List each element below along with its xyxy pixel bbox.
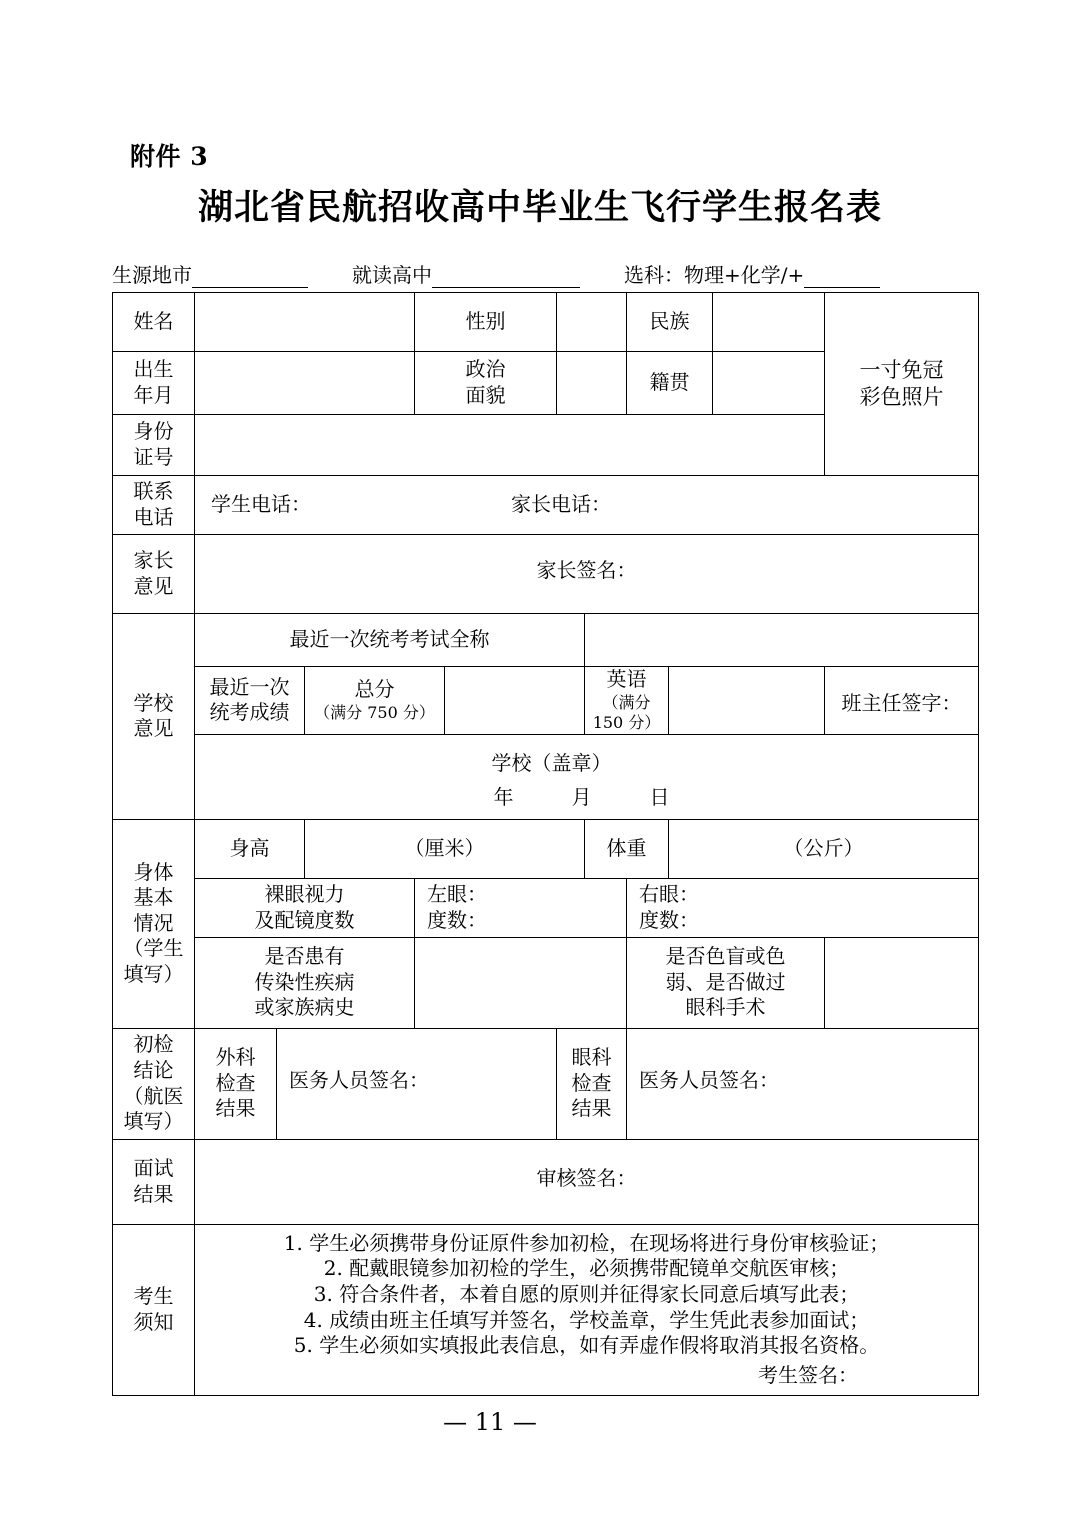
- initial-check-label-line4: 填写）: [123, 1109, 184, 1134]
- naked-vision-label-line1: 裸眼视力: [264, 881, 345, 906]
- right-eye-degree-label: 度数：: [639, 907, 700, 932]
- parent-opinion-label-line1: 家长: [133, 548, 174, 573]
- school-seal-label: 学校（盖章）: [491, 751, 612, 776]
- ophthalmology-check-label: [557, 1028, 627, 1139]
- body-basic-label: [113, 819, 195, 1028]
- right-eye-label: 右眼：: [639, 881, 700, 906]
- subject-choice-blank[interactable]: [804, 267, 880, 288]
- fill-in-header-row: [112, 256, 978, 288]
- disease-history-label-line1: 是否患有: [264, 944, 345, 969]
- page-number: — 11 —: [443, 1408, 537, 1436]
- initial-check-label-line3: （航医: [123, 1083, 184, 1108]
- right-eye-cell[interactable]: [627, 878, 979, 937]
- native-place-label: 籍贯: [627, 352, 713, 415]
- colorblind-label-line1: 是否色盲或色: [665, 944, 786, 969]
- birth-date-label-line2: 年月: [133, 383, 174, 407]
- candidate-notice-label: [113, 1224, 195, 1395]
- ophthalmology-check-label-line3: 结果: [571, 1096, 612, 1121]
- document-title: 湖北省民航招收高中毕业生飞行学生报名表: [197, 187, 882, 228]
- contact-phone-label-line2: 电话: [133, 505, 174, 529]
- parent-opinion-label: [113, 535, 195, 614]
- date-month-label: 月: [571, 784, 592, 809]
- table-row-initial-check: [113, 1028, 979, 1139]
- political-status-input[interactable]: [557, 352, 627, 415]
- ophthalmology-check-label-line1: 眼科: [571, 1045, 612, 1070]
- surgery-check-label-line1: 外科: [215, 1045, 256, 1070]
- ophthalmology-medic-signature-label: 医务人员签名：: [639, 1067, 780, 1092]
- id-number-label-line1: 身份: [133, 419, 174, 444]
- total-score-label-line1: 总分: [354, 677, 395, 702]
- class-teacher-signature-label: 班主任签字：: [841, 691, 962, 716]
- photo-line-1: 一寸免冠: [859, 358, 944, 383]
- table-row-vision: [113, 878, 979, 937]
- recent-exam-score-label-line1: 最近一次: [209, 674, 290, 699]
- body-basic-label-line4: （学生: [123, 936, 184, 961]
- school-seal-date[interactable]: [494, 777, 680, 811]
- table-row-interview-result: [113, 1139, 979, 1224]
- weight-unit-label: （公斤）: [783, 835, 864, 860]
- colorblind-label-line3: 眼科手术: [685, 995, 766, 1020]
- height-input[interactable]: [305, 819, 585, 878]
- school-opinion-label-line2: 意见: [133, 716, 174, 741]
- body-basic-label-line2: 基本: [133, 885, 174, 910]
- contact-phone-label-line1: 联系: [133, 479, 174, 504]
- date-day-label: 日: [649, 784, 670, 809]
- school-seal-cell[interactable]: [195, 734, 979, 819]
- surgery-check-label: [195, 1028, 277, 1139]
- interview-result-label: [113, 1139, 195, 1224]
- naked-vision-label-line2: 及配镜度数: [254, 907, 355, 932]
- weight-label: 体重: [585, 819, 669, 878]
- origin-city-blank[interactable]: [192, 267, 308, 288]
- interview-result-label-line1: 面试: [133, 1155, 174, 1180]
- photo-placeholder[interactable]: [825, 293, 979, 476]
- total-score-label-line2: （满分 750 分）: [314, 702, 435, 722]
- height-unit-label: （厘米）: [404, 835, 485, 860]
- table-row-name: [113, 293, 979, 352]
- surgery-medic-signature-label: 医务人员签名：: [289, 1067, 429, 1092]
- parent-signature-label: 家长签名：: [536, 558, 637, 583]
- colorblind-label: [627, 937, 825, 1028]
- exam-fullname-label: 最近一次统考考试全称: [195, 614, 585, 667]
- body-basic-label-line1: 身体: [133, 859, 174, 884]
- id-number-input[interactable]: [195, 415, 825, 476]
- notice-item: 4. 成绩由班主任填写并签名，学校盖章，学生凭此表参加面试；: [303, 1307, 870, 1332]
- surgery-check-cell[interactable]: [277, 1028, 557, 1139]
- notice-item: 3. 符合条件者，本着自愿的原则并征得家长同意后填写此表；: [313, 1281, 860, 1306]
- photo-line-2: 彩色照片: [859, 385, 944, 409]
- political-status-label: [415, 352, 557, 415]
- recent-exam-score-label-line2: 统考成绩: [209, 700, 290, 725]
- english-score-label: [585, 667, 669, 735]
- id-number-label-line2: 证号: [133, 445, 174, 469]
- high-school-blank[interactable]: [432, 267, 580, 288]
- name-input[interactable]: [195, 293, 415, 352]
- recent-exam-score-label: [195, 667, 305, 735]
- english-score-label-line2: （满分 150 分）: [592, 692, 661, 733]
- parent-phone-label: 家长电话：: [511, 492, 611, 517]
- student-phone-label: 学生电话：: [211, 492, 311, 517]
- birth-date-label-line1: 出生: [133, 357, 174, 382]
- class-teacher-signature-cell[interactable]: [825, 667, 979, 735]
- birth-date-input[interactable]: [195, 352, 415, 415]
- birth-date-label: [113, 352, 195, 415]
- political-status-label-line1: 政治: [465, 357, 506, 382]
- table-row-scores: [113, 667, 979, 735]
- native-place-input[interactable]: [713, 352, 825, 415]
- notice-item: 5. 学生必须如实填报此表信息，如有弄虚作假将取消其报名资格。: [293, 1333, 880, 1358]
- parent-opinion-label-line2: 意见: [133, 574, 174, 598]
- table-row-notice: [113, 1224, 979, 1395]
- weight-input[interactable]: [669, 819, 979, 878]
- contact-phone-cell[interactable]: [195, 476, 979, 535]
- table-row-parent-opinion: [113, 535, 979, 614]
- table-row-school-seal: [113, 734, 979, 819]
- colorblind-label-line2: 弱、是否做过: [665, 969, 786, 994]
- disease-history-label-line3: 或家族病史: [254, 995, 355, 1020]
- table-row-contact-phone: [113, 476, 979, 535]
- ophthalmology-check-label-line2: 检查: [571, 1070, 612, 1095]
- candidate-notice-cell: [195, 1224, 979, 1395]
- parent-opinion-cell[interactable]: [195, 535, 979, 614]
- english-score-label-line1: 英语: [606, 667, 647, 691]
- body-basic-label-line3: 情况: [133, 910, 174, 935]
- ethnicity-label: 民族: [627, 293, 713, 352]
- review-signature-label: 审核签名：: [536, 1165, 637, 1190]
- school-opinion-label-line1: 学校: [133, 690, 174, 715]
- naked-vision-label: [195, 878, 415, 937]
- school-opinion-label: [113, 614, 195, 820]
- disease-history-label: [195, 937, 415, 1028]
- notice-item: 1. 学生必须携带身份证原件参加初检，在现场将进行身份审核验证；: [283, 1230, 890, 1255]
- high-school-label: 就读高中: [352, 263, 432, 287]
- initial-check-label: [113, 1028, 195, 1139]
- name-label: 姓名: [113, 293, 195, 352]
- gender-label: 性别: [415, 293, 557, 352]
- political-status-label-line2: 面貌: [465, 383, 506, 407]
- table-row-disease-colorblind: [113, 937, 979, 1028]
- disease-history-label-line2: 传染性疾病: [254, 969, 355, 994]
- contact-phone-label: [113, 476, 195, 535]
- candidate-notice-label-line2: 须知: [133, 1309, 174, 1334]
- height-label: 身高: [195, 819, 305, 878]
- id-number-label: [113, 415, 195, 476]
- disease-history-input[interactable]: [415, 937, 627, 1028]
- left-eye-cell[interactable]: [415, 878, 627, 937]
- left-eye-label: 左眼：: [427, 881, 488, 906]
- colorblind-input[interactable]: [825, 937, 979, 1028]
- interview-result-cell[interactable]: [195, 1139, 979, 1224]
- surgery-check-label-line2: 检查: [215, 1070, 256, 1095]
- exam-fullname-input[interactable]: [585, 614, 979, 667]
- date-year-label: 年: [493, 784, 514, 809]
- total-score-label: [305, 667, 445, 735]
- ethnicity-input[interactable]: [713, 293, 825, 352]
- ophthalmology-check-cell[interactable]: [627, 1028, 979, 1139]
- notice-item: 2. 配戴眼镜参加初检的学生，必须携带配镜单交航医审核；: [323, 1256, 850, 1281]
- attachment-label: 附件 3: [130, 142, 209, 171]
- table-row-exam-fullname: [113, 614, 979, 667]
- initial-check-label-line2: 结论: [133, 1057, 174, 1082]
- gender-input[interactable]: [557, 293, 627, 352]
- subject-choice-label: 选科：物理+化学/+: [624, 263, 805, 287]
- total-score-input[interactable]: [445, 667, 585, 735]
- candidate-signature-label: 考生签名：: [758, 1362, 859, 1387]
- surgery-check-label-line3: 结果: [215, 1096, 256, 1121]
- initial-check-label-line1: 初检: [133, 1032, 174, 1057]
- english-score-input[interactable]: [669, 667, 825, 735]
- interview-result-label-line2: 结果: [133, 1181, 174, 1206]
- origin-city-label: 生源地市: [112, 263, 192, 287]
- registration-form-table: [112, 292, 979, 1396]
- left-eye-degree-label: 度数：: [427, 907, 488, 932]
- body-basic-label-line5: 填写）: [123, 961, 184, 986]
- candidate-notice-label-line1: 考生: [133, 1283, 174, 1308]
- table-row-height-weight: [113, 819, 979, 878]
